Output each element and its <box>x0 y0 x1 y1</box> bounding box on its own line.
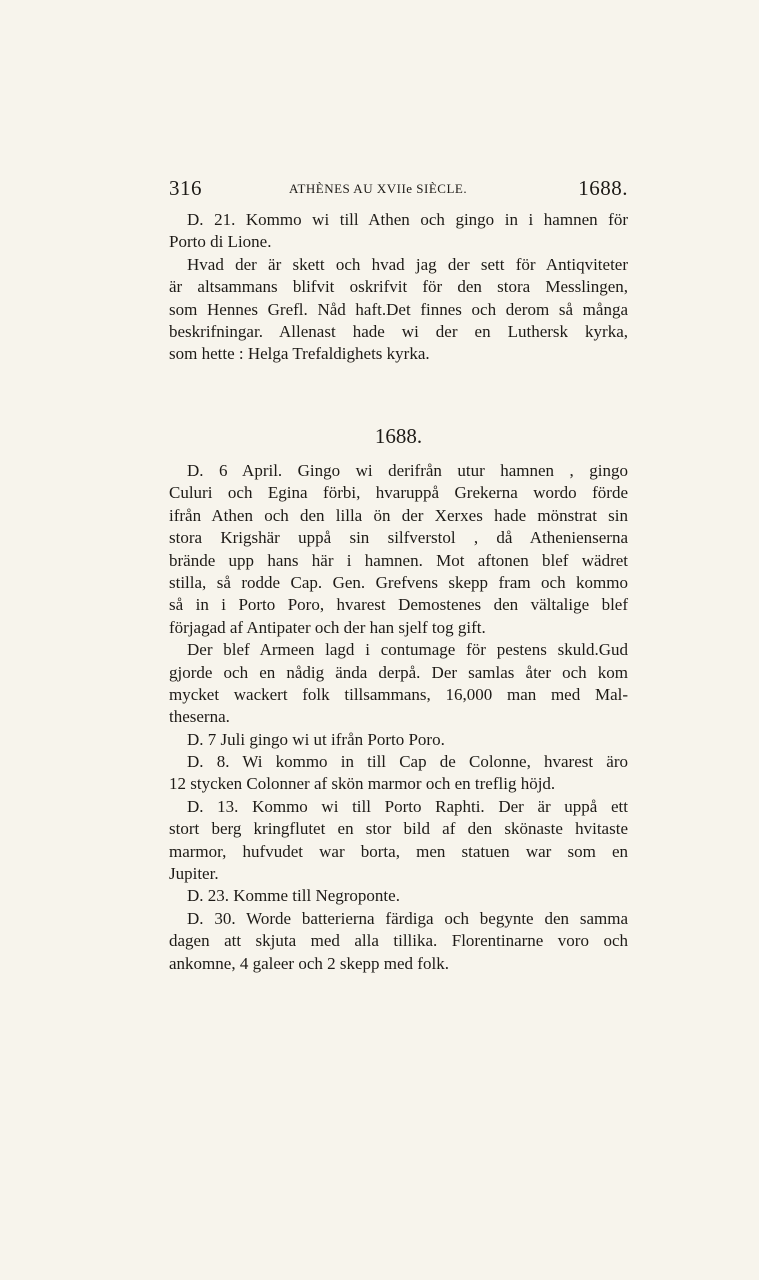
text-line: ifrån Athen och den lilla ön der Xerxes hade mönstrat sin <box>169 505 628 525</box>
text-line: Hvad der är skett och hvad jag der sett för Antiqviteter <box>187 254 628 274</box>
text-line: stora Krigshär uppå sin silfverstol , då Athenienserna <box>169 528 628 548</box>
text-line: D. 8. Wi kommo in till Cap de Colonne, hvarest äro <box>187 752 628 772</box>
text-line: är altsammans blifvit oskrifvit för den stora Messlingen, <box>169 277 628 297</box>
text-line: Jupiter. <box>169 864 219 884</box>
text-line: D. 30. Worde batterierna färdiga och begynte den samma <box>187 908 628 928</box>
text-line: så in i Porto Poro, hvarest Demostenes den vältalige blef <box>169 595 628 615</box>
text-line: beskrifningar. Allenast hade wi der en Luthersk kyrka, <box>169 321 628 341</box>
text-line: stort berg kringflutet en stor bild af den skönaste hvitaste <box>169 819 628 839</box>
text-line: förjagad af Antipater och der han sjelf tog gift. <box>169 617 486 637</box>
text-line: Culuri och Egina förbi, hvaruppå Grekerna wordo förde <box>169 483 628 503</box>
text-line: ankomne, 4 galeer och 2 skepp med folk. <box>169 953 449 973</box>
text-line: stilla, så rodde Cap. Gen. Grefvens skepp fram och kommo <box>169 572 628 592</box>
text-block-2 <box>169 460 628 975</box>
section-year: 1688. <box>374 424 423 448</box>
text-line: som hette : Helga Trefaldighets kyrka. <box>169 344 430 364</box>
text-line: som Hennes Grefl. Nåd haft.Det finnes och derom så många <box>169 299 628 319</box>
text-block-1 <box>169 209 628 366</box>
text-line: mycket wackert folk tillsammans, 16,000 man med Mal- <box>169 684 628 704</box>
running-year: 1688. <box>578 176 628 200</box>
text-line: D. 23. Komme till Negroponte. <box>187 886 400 906</box>
text-line: D. 7 Juli gingo wi ut ifrån Porto Poro. <box>187 729 445 749</box>
text-line: brände upp hans här i hamnen. Mot aftonen blef wädret <box>169 550 628 570</box>
text-line: Der blef Armeen lagd i contumage för pestens skuld.Gud <box>187 640 628 660</box>
text-line: D. 21. Kommo wi till Athen och gingo in i hamnen för <box>187 210 628 229</box>
text-line: D. 13. Kommo wi till Porto Raphti. Der är uppå ett <box>187 796 628 816</box>
running-head <box>169 176 628 206</box>
text-line: D. 6 April. Gingo wi derifrån utur hamnen , gingo <box>187 461 628 480</box>
text-line: dagen att skjuta med alla tillika. Florentinarne voro och <box>169 931 628 951</box>
text-line: marmor, hufvudet war borta, men statuen war som en <box>169 841 628 861</box>
text-line: 12 stycken Colonner af skön marmor och en treflig höjd. <box>169 774 556 794</box>
text-line: gjorde och en nådig ända derpå. Der samlas åter och kom <box>169 662 628 682</box>
text-line: Porto di Lione. <box>169 232 272 252</box>
text-line: theserna. <box>169 707 230 727</box>
running-title: ATHÈNES AU XVIIe SIÈCLE. <box>289 181 468 196</box>
page-number: 316 <box>169 176 202 200</box>
